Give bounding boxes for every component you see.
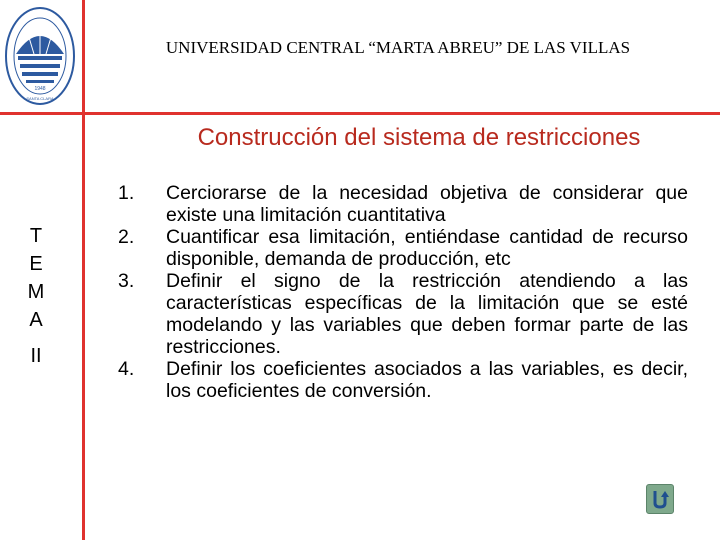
list-item xyxy=(108,226,688,270)
list-item-number: 1. xyxy=(118,182,135,204)
side-label-tema xyxy=(26,222,46,370)
side-letter: M xyxy=(27,281,45,303)
list-item-text: Definir los coeficientes asociados a las variables, es decir, los coeficientes de conversión. xyxy=(166,358,688,402)
list-item-number: 3. xyxy=(118,270,135,292)
logo-year: 1948 xyxy=(34,86,46,92)
list-item xyxy=(108,358,688,402)
logo-city: SANTA CLARA xyxy=(26,96,54,101)
numbered-list xyxy=(108,182,688,402)
side-number: II xyxy=(30,345,42,367)
side-letter: A xyxy=(29,309,43,331)
list-item xyxy=(108,182,688,226)
university-seal-logo xyxy=(4,4,76,108)
slide-heading: Construcción del sistema de restricciones xyxy=(197,124,641,151)
list-item-text: Cuantificar esa limitación, entiéndase cantidad de recurso disponible, demanda de producción, etc xyxy=(166,226,688,270)
list-item-number: 4. xyxy=(118,358,135,380)
list-item xyxy=(108,270,688,358)
side-letter: E xyxy=(29,253,43,275)
university-title: UNIVERSIDAD CENTRAL “MARTA ABREU” DE LAS VILLAS xyxy=(165,38,631,57)
vertical-divider xyxy=(82,0,85,540)
return-arrow-icon xyxy=(647,485,673,513)
list-item-number: 2. xyxy=(118,226,135,248)
side-letter: T xyxy=(29,225,43,247)
list-item-text: Definir el signo de la restricción atendiendo a las características específicas de la limitación que se esté modelando y las variables que deben formar parte de las restricciones. xyxy=(166,270,688,358)
list-item-text: Cerciorarse de la necesidad objetiva de considerar que existe una limitación cuantitativa xyxy=(166,182,688,226)
return-button[interactable] xyxy=(646,484,674,514)
horizontal-divider xyxy=(0,112,720,115)
